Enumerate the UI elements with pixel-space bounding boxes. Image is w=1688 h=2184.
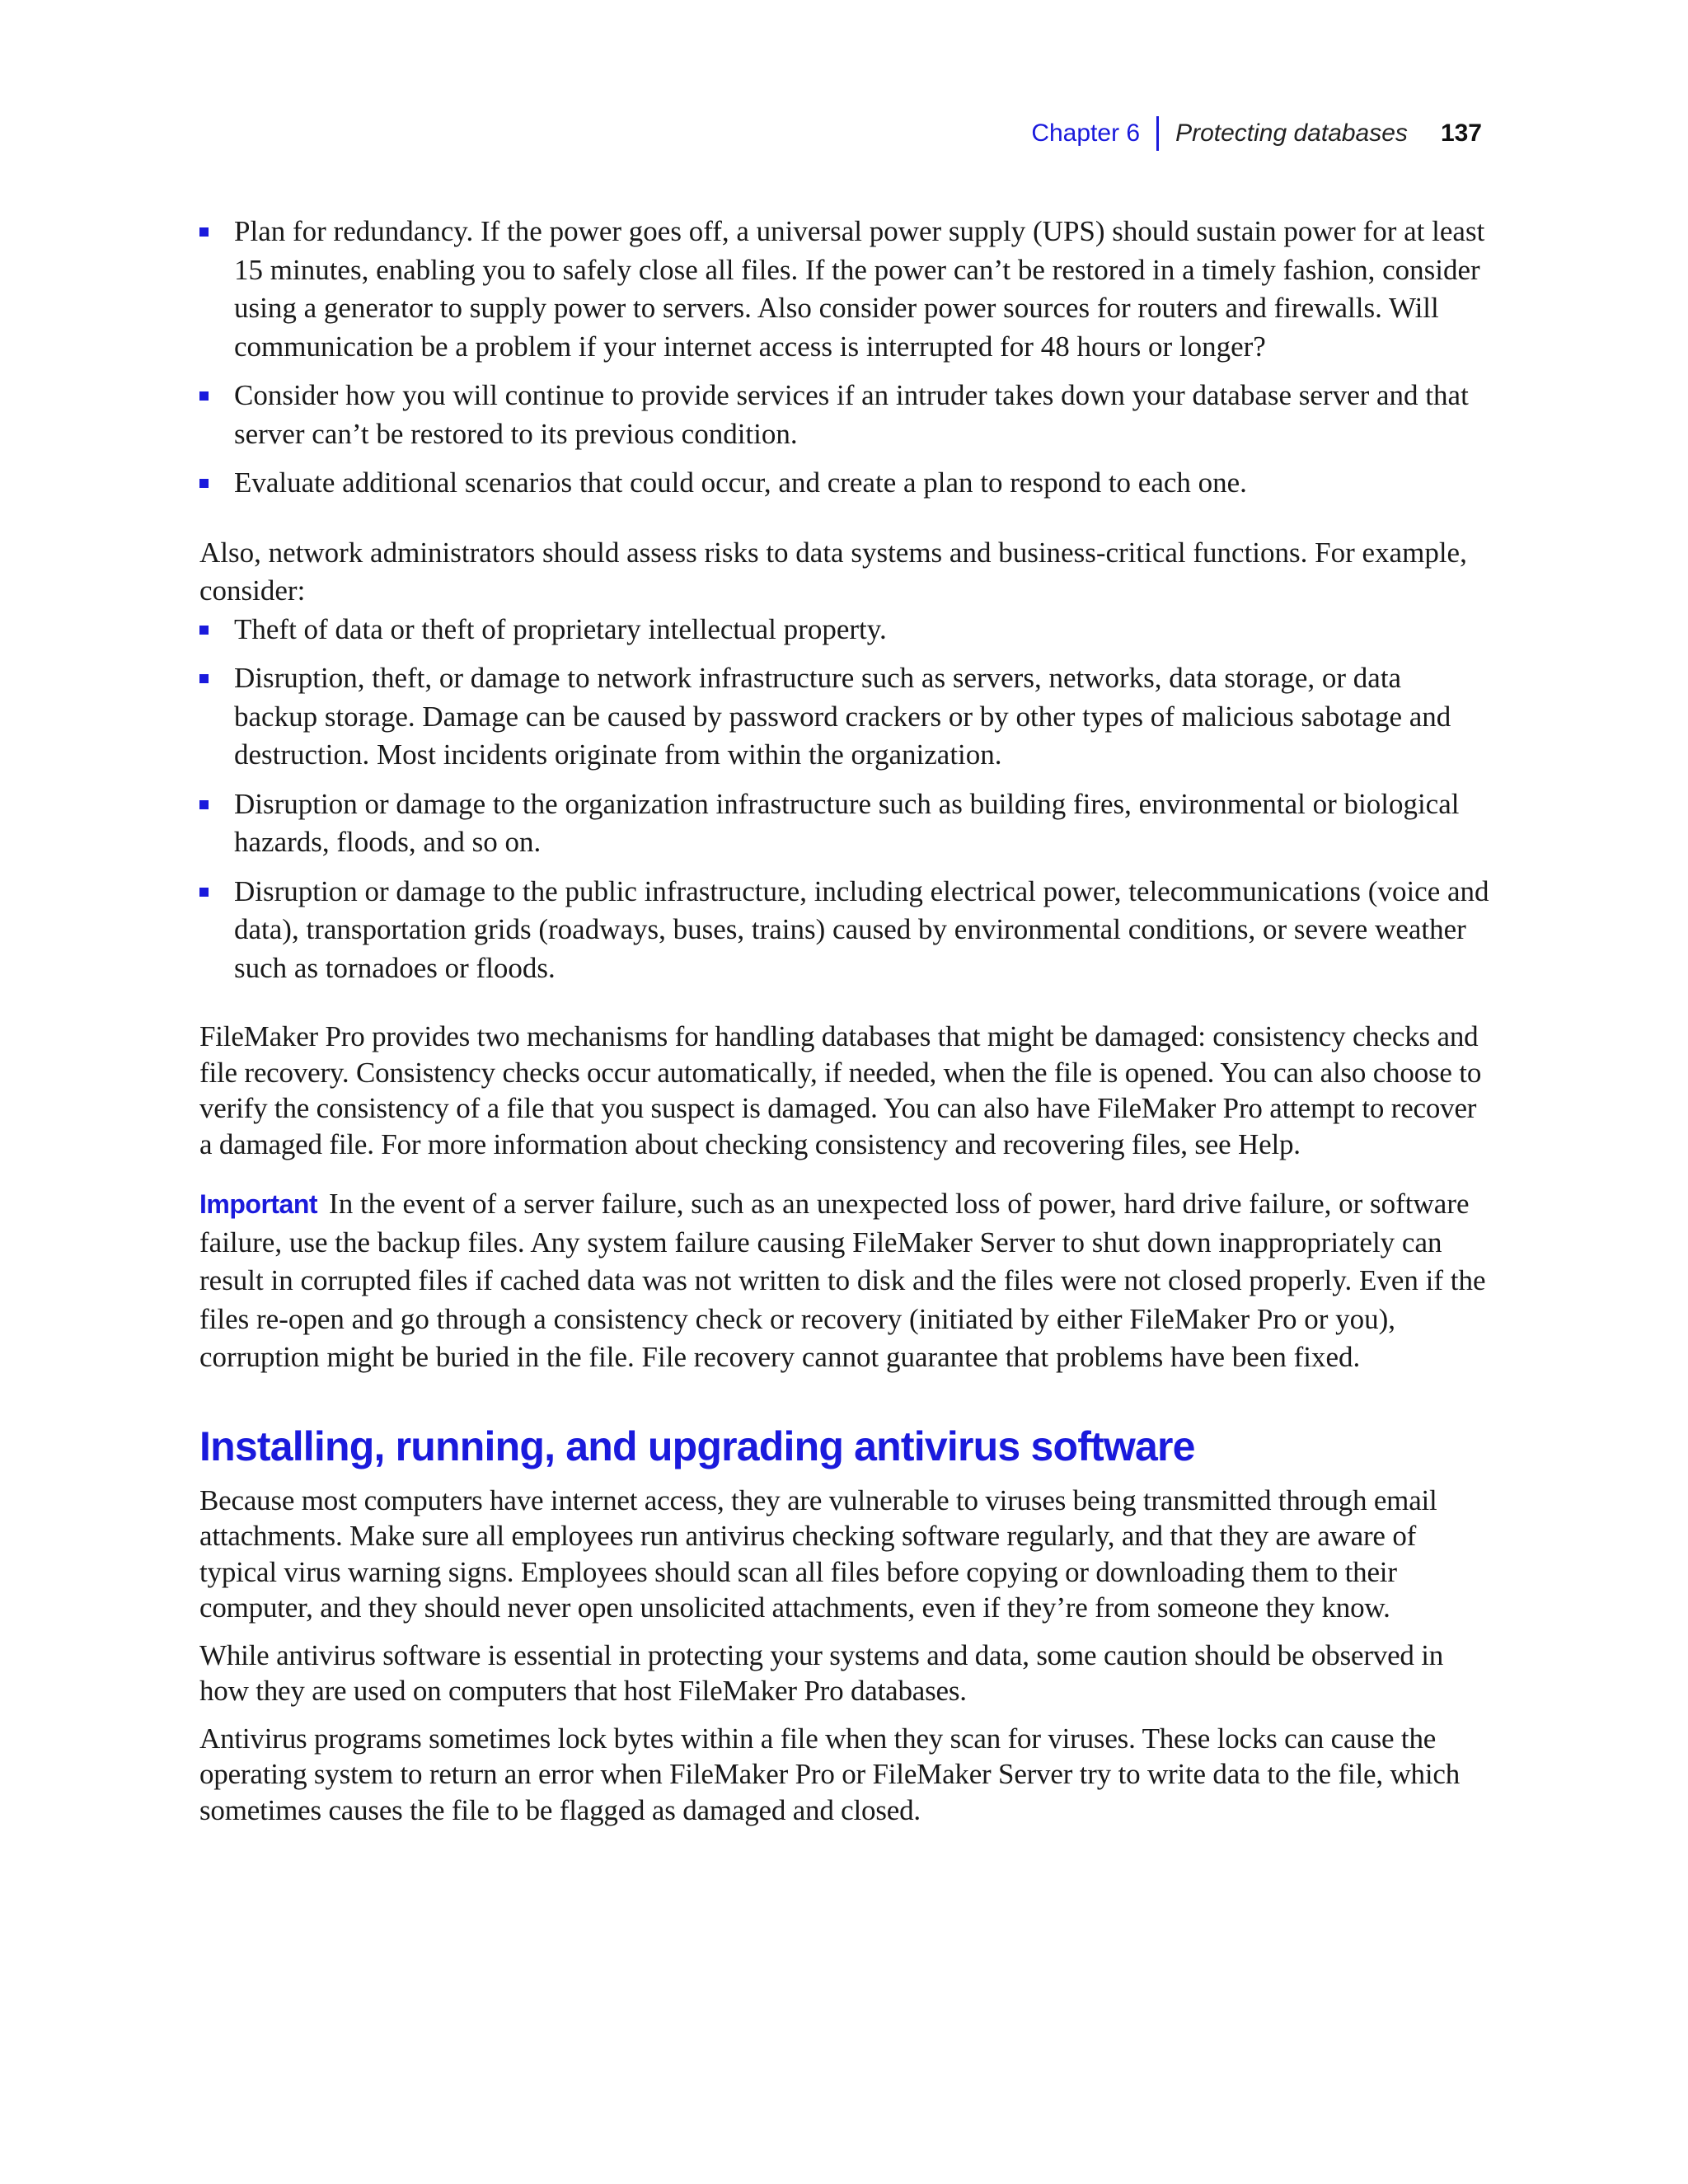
running-header [1031,115,1482,152]
section-label: Protecting databases [1175,120,1408,147]
list-item: Theft of data or theft of proprietary intellectual property. [199,611,1489,649]
square-bullet-icon [199,626,209,635]
page-number: 137 [1440,120,1482,147]
antivirus-paragraph-1: Because most computers have internet access, they are vulnerable to viruses being transmitted through email attachments. Make sure all employees run antivirus checking software regularly, and that they are aware of typical virus warning signs. Employees should scan all files before copying or downloading them to their computer, and they should never open unsolicited attachments, even if they’re from someone they know. [199,1483,1437,1624]
redundancy-list [199,213,1489,503]
chapter-label: Chapter 6 [1031,120,1141,147]
antivirus-paragraph-3: Antivirus programs sometimes lock bytes within a file when they scan for viruses. These locks can cause the operating system to return an error when FileMaker Pro or FileMaker Server try to write data to the file, which sometimes causes the file to be flagged as damaged and closed. [199,1722,1461,1826]
list-item: Disruption or damage to the public infrastructure, including electrical power, telecommunications (voice and data), transportation grids (roadways, buses, trains) caused by environmental conditions, or severe weather such as tornadoes or floods. [199,873,1489,988]
square-bullet-icon [199,227,209,237]
important-note [199,1185,1489,1377]
risk-assessment-paragraph: Also, network administrators should assess risks to data systems and business-critical functions. For example, consider: [199,536,1467,607]
important-label: Important [199,1189,318,1219]
antivirus-paragraph-2: While antivirus software is essential in protecting your systems and data, some caution should be observed in how they are used on computers that host FileMaker Pro databases. [199,1638,1444,1707]
page-body [199,213,1489,1828]
section-heading: Installing, running, and upgrading antivirus software [199,1422,1195,1469]
square-bullet-icon [199,800,209,809]
important-text: In the event of a server failure, such as an unexpected loss of power, hard drive failure, or software failure, use the backup files. Any system failure causing FileMaker Server to shut down inappropriately can result in corrupted files if cached data was not written to disk and the files were not closed properly. Even if the files re-open and go through a consistency check or recovery (initiated by either FileMaker Pro or you), corruption might be buried in the file. File recovery cannot guarantee that problems have been fixed. [199,1188,1486,1373]
list-item: Consider how you will continue to provide services if an intruder takes down your database server and that server can’t be restored to its previous condition. [199,377,1489,453]
filemaker-mechanisms-paragraph: FileMaker Pro provides two mechanisms for handling databases that might be damaged: consistency checks and file recovery. Consistency checks occur automatically, if needed, when the file is opened. You can also choose to verify the consistency of a file that you suspect is damaged. You can also have FileMaker Pro attempt to recover a damaged file. For more information about checking consistency and recovering files, see Help. [199,1020,1482,1160]
list-item: Disruption, theft, or damage to network infrastructure such as servers, networks, data storage, or data backup storage. Damage can be caused by password crackers or by other types of malicious sabotage and destruction. Most incidents originate from within the organization. [199,659,1489,775]
square-bullet-icon [199,888,209,897]
square-bullet-icon [199,391,209,401]
list-item: Evaluate additional scenarios that could occur, and create a plan to respond to each one. [199,464,1489,503]
square-bullet-icon [199,479,209,488]
risk-list [199,611,1489,988]
header-divider [1156,116,1159,151]
list-item: Plan for redundancy. If the power goes off, a universal power supply (UPS) should sustain power for at least 15 minutes, enabling you to safely close all files. If the power can’t be restored in a timely fashion, consider using a generator to supply power to servers. Also consider power sources for routers and firewalls. Will communication be a problem if your internet access is interrupted for 48 hours or longer? [199,213,1489,366]
square-bullet-icon [199,674,209,683]
list-item: Disruption or damage to the organization infrastructure such as building fires, environmental or biological hazards, floods, and so on. [199,785,1489,862]
